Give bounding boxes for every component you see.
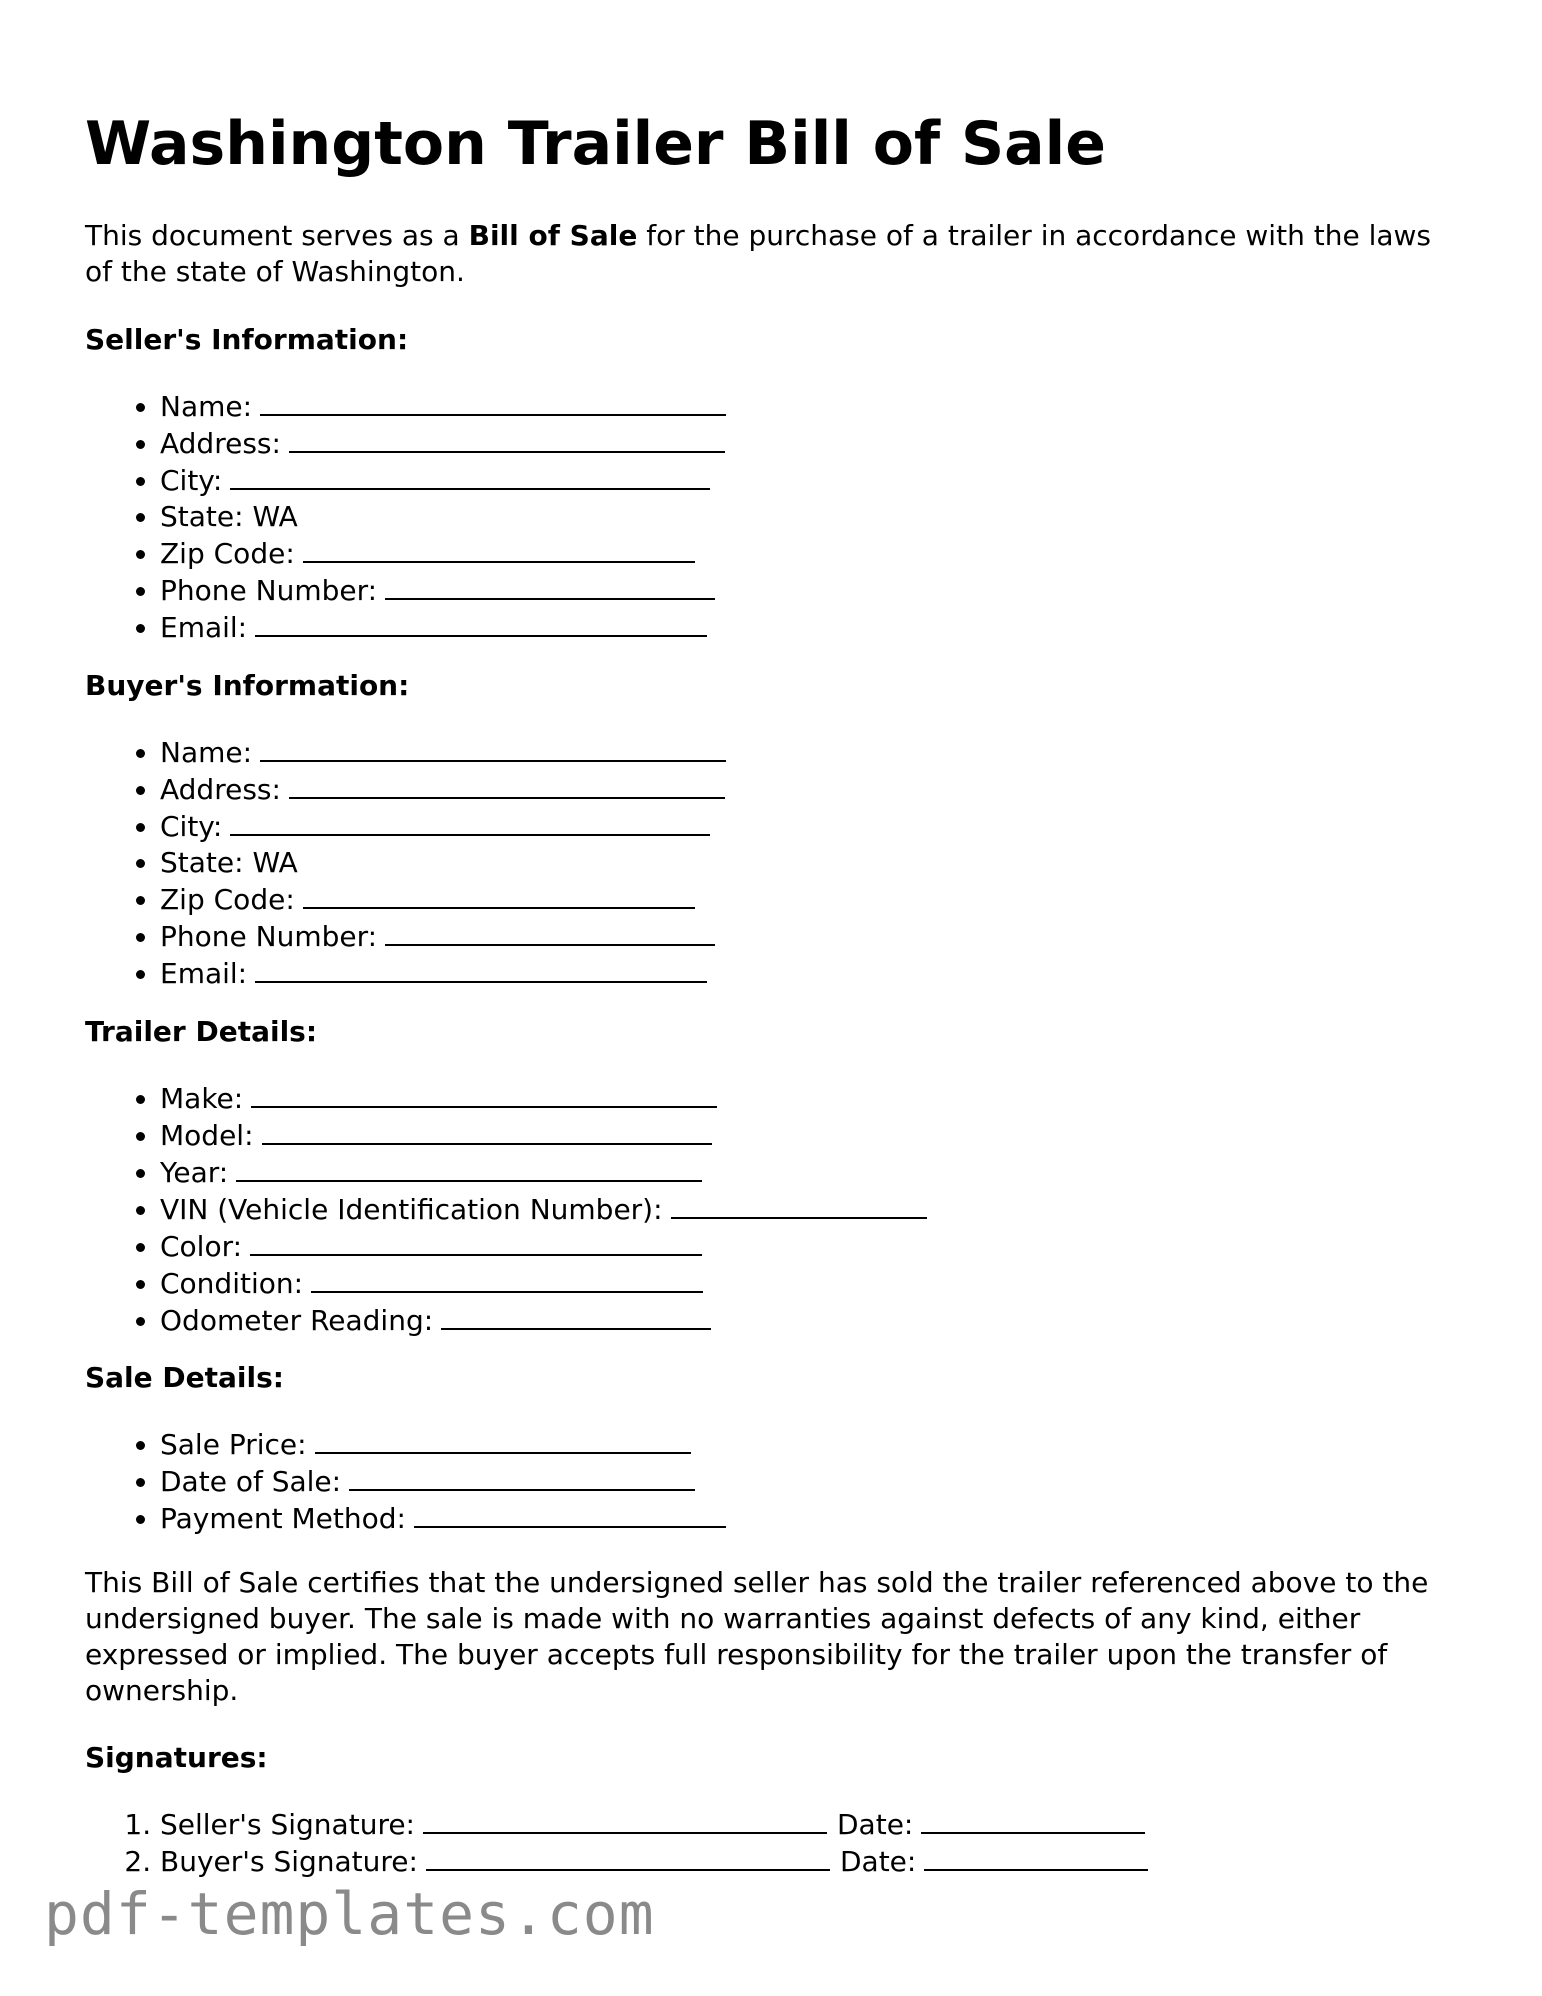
buyer-email-field: • Email: bbox=[160, 955, 726, 992]
trailer-vin-field: • VIN (Vehicle Identification Number): bbox=[160, 1191, 927, 1228]
signatures-heading: Signatures: bbox=[85, 1741, 268, 1774]
trailer-model-field: • Model: bbox=[160, 1117, 927, 1154]
seller-fields bbox=[85, 388, 726, 646]
trailer-vin-blank[interactable] bbox=[671, 1191, 927, 1219]
buyer-fields bbox=[85, 734, 726, 992]
buyer-name-blank[interactable] bbox=[260, 734, 726, 762]
buyer-signature-date-blank[interactable] bbox=[924, 1843, 1148, 1871]
seller-address-field: • Address: bbox=[160, 425, 726, 462]
seller-signature-line: 1. Seller's Signature: Date: bbox=[160, 1806, 1148, 1843]
trailer-color-blank[interactable] bbox=[250, 1228, 702, 1256]
buyer-address-field: • Address: bbox=[160, 771, 726, 808]
sale-price-field: • Sale Price: bbox=[160, 1426, 726, 1463]
seller-name-blank[interactable] bbox=[260, 388, 726, 416]
seller-email-blank[interactable] bbox=[255, 609, 707, 637]
buyer-signature-line: 2. Buyer's Signature: Date: bbox=[160, 1843, 1148, 1880]
trailer-year-blank[interactable] bbox=[236, 1154, 702, 1182]
signature-list bbox=[85, 1806, 1148, 1880]
seller-city-blank[interactable] bbox=[230, 462, 710, 490]
sale-date-blank[interactable] bbox=[349, 1463, 695, 1491]
sale-payment-blank[interactable] bbox=[414, 1500, 726, 1528]
buyer-city-field: • City: bbox=[160, 808, 726, 845]
seller-zip-blank[interactable] bbox=[303, 535, 695, 563]
seller-name-field: • Name: bbox=[160, 388, 726, 425]
trailer-condition-field: • Condition: bbox=[160, 1265, 927, 1302]
seller-signature-date-blank[interactable] bbox=[921, 1806, 1145, 1834]
buyer-phone-blank[interactable] bbox=[385, 918, 715, 946]
seller-phone-blank[interactable] bbox=[385, 572, 715, 600]
watermark-text: pdf-templates.com bbox=[44, 1880, 655, 1948]
buyer-email-blank[interactable] bbox=[255, 955, 707, 983]
trailer-model-blank[interactable] bbox=[262, 1117, 712, 1145]
sale-date-field: • Date of Sale: bbox=[160, 1463, 726, 1500]
buyer-address-blank[interactable] bbox=[289, 771, 725, 799]
seller-city-field: • City: bbox=[160, 462, 726, 499]
intro-paragraph bbox=[85, 218, 1465, 290]
seller-heading: Seller's Information: bbox=[85, 323, 409, 356]
certification-paragraph: This Bill of Sale certifies that the undersigned seller has sold the trailer referenced above to the undersigned buyer. The sale is made with no warranties against defects of any kind, either expressed or implied. The buyer accepts full responsibility for the trailer upon the transfer of ownership. bbox=[85, 1566, 1429, 1707]
sale-price-blank[interactable] bbox=[315, 1426, 691, 1454]
sale-heading: Sale Details: bbox=[85, 1361, 284, 1394]
buyer-signature-blank[interactable] bbox=[426, 1843, 830, 1871]
trailer-color-field: • Color: bbox=[160, 1228, 927, 1265]
trailer-year-field: • Year: bbox=[160, 1154, 927, 1191]
trailer-make-blank[interactable] bbox=[251, 1080, 717, 1108]
intro-text-after: for the purchase of a trailer in accordance with the laws of the state of Washington. bbox=[85, 219, 1431, 288]
trailer-odometer-blank[interactable] bbox=[441, 1302, 711, 1330]
trailer-make-field: • Make: bbox=[160, 1080, 927, 1117]
seller-phone-field: • Phone Number: bbox=[160, 572, 726, 609]
sale-fields bbox=[85, 1426, 726, 1537]
buyer-city-blank[interactable] bbox=[230, 808, 710, 836]
buyer-phone-field: • Phone Number: bbox=[160, 918, 726, 955]
sale-payment-field: • Payment Method: bbox=[160, 1500, 726, 1537]
buyer-heading: Buyer's Information: bbox=[85, 669, 410, 702]
intro-text-before: This document serves as a bbox=[85, 219, 469, 252]
seller-state-field: • State: WA bbox=[160, 499, 726, 535]
seller-email-field: • Email: bbox=[160, 609, 726, 646]
buyer-zip-field: • Zip Code: bbox=[160, 881, 726, 918]
trailer-condition-blank[interactable] bbox=[311, 1265, 703, 1293]
seller-signature-blank[interactable] bbox=[423, 1806, 827, 1834]
buyer-state-field: • State: WA bbox=[160, 845, 726, 881]
seller-zip-field: • Zip Code: bbox=[160, 535, 726, 572]
seller-address-blank[interactable] bbox=[289, 425, 725, 453]
document-title: Washington Trailer Bill of Sale bbox=[85, 109, 1106, 179]
buyer-name-field: • Name: bbox=[160, 734, 726, 771]
intro-text-bold: Bill of Sale bbox=[468, 219, 638, 252]
trailer-heading: Trailer Details: bbox=[85, 1015, 318, 1048]
trailer-odometer-field: • Odometer Reading: bbox=[160, 1302, 927, 1339]
trailer-fields bbox=[85, 1080, 927, 1339]
buyer-zip-blank[interactable] bbox=[303, 881, 695, 909]
